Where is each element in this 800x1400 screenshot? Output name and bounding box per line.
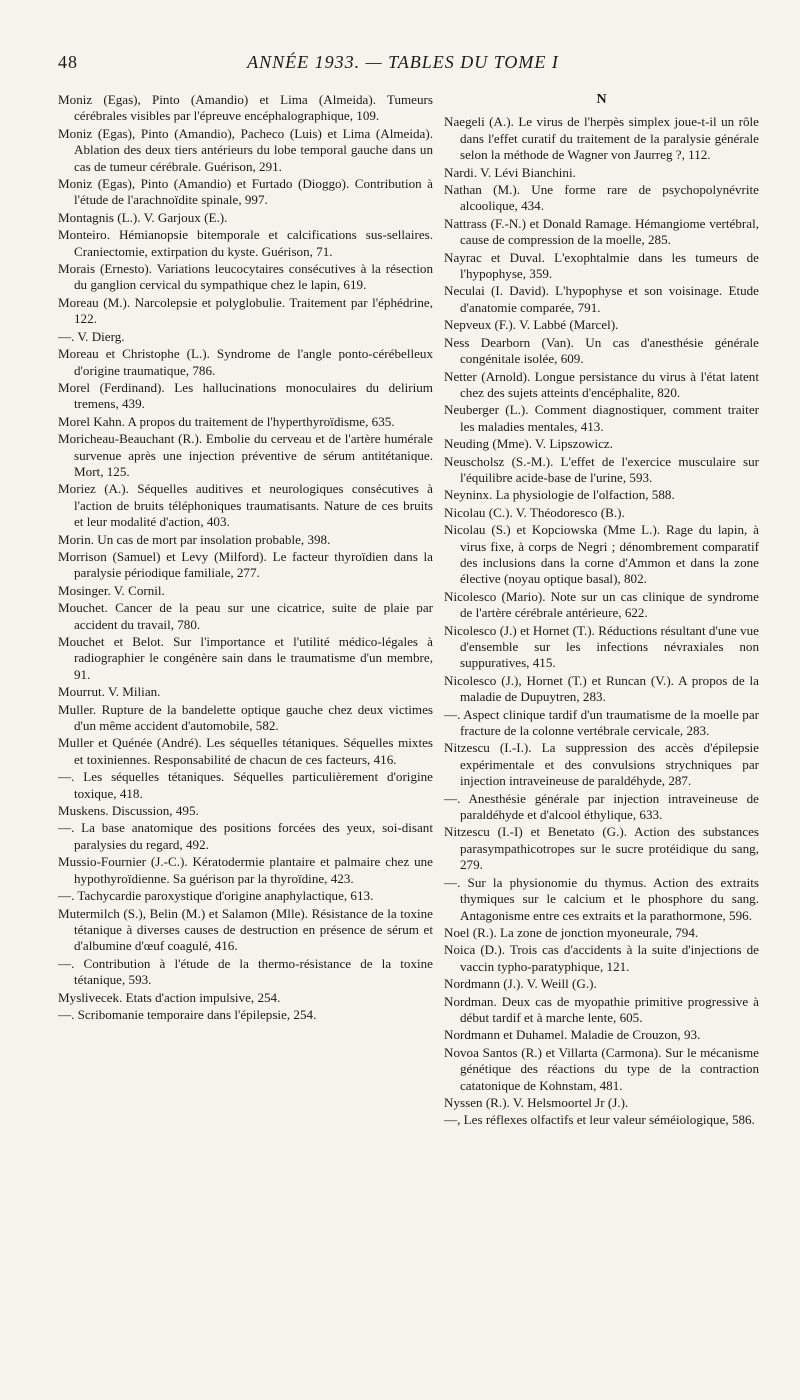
index-entry: —. Aspect clinique tardif d'un traumatisme de la moelle par fracture de la colonne vertébrale cervicale, 283. <box>444 706 759 739</box>
index-entry: —. Sur la physionomie du thymus. Action des extraits thymiques sur le calcium et le phosphore du sang. Antagonisme entre ces extraits et la parathormone, 596. <box>444 874 759 923</box>
index-entry: Morel Kahn. A propos du traitement de l'hyperthyroïdisme, 635. <box>58 413 395 429</box>
index-entry: Moriez (A.). Séquelles auditives et neurologiques consécutives à l'action de bruits téléphoniques traumatisants. Nature de ces bruits et leur modalité d'action, 403. <box>58 481 433 530</box>
index-entry: Noel (R.). La zone de jonction myoneurale, 794. <box>444 924 699 940</box>
index-entry: Nitzescu (I.-I.). La suppression des accès d'épilepsie expérimentale et des convulsions strychniques par injection intraveineuse de paraldéhyde, 287. <box>444 740 759 789</box>
index-entry: Moniz (Egas), Pinto (Amandio), Pacheco (Luis) et Lima (Almeida). Ablation des deux tiers antérieurs du lobe temporal gauche dans un cas de tumeur cérébrale. Guérison, 291. <box>58 125 433 174</box>
index-entry: Nicolesco (J.), Hornet (T.) et Runcan (V.). A propos de la maladie de Dupuytren, 283. <box>444 672 759 705</box>
index-entry: Nayrac et Duval. L'exophtalmie dans les tumeurs de l'hypophyse, 359. <box>444 249 759 282</box>
index-entry: Novoa Santos (R.) et Villarta (Carmona). Sur le mécanisme génétique des réactions du type de la contraction catatonique de Kohnstam, 481. <box>444 1044 759 1093</box>
index-entry: Neyninx. La physiologie de l'olfaction, 588. <box>444 487 675 503</box>
index-entry: Mourrut. V. Milian. <box>58 684 161 700</box>
index-entry: —, Les réflexes olfactifs et leur valeur séméiologique, 586. <box>444 1112 755 1128</box>
index-entry: Moricheau-Beauchant (R.). Embolie du cerveau et de l'artère humérale survenue après une injection préventive de sérum antitétanique. Mort, 125. <box>58 431 433 479</box>
index-entry: Neuding (Mme). V. Lipszowicz. <box>444 436 613 452</box>
running-title: ANNÉE 1933. — TABLES DU TOME I <box>247 52 559 72</box>
index-entry: Noica (D.). Trois cas d'accidents à la suite d'injections de vaccin typho-paratyphique, 121. <box>444 942 759 974</box>
index-entry: Muskens. Discussion, 495. <box>58 803 199 819</box>
index-entry: Nattrass (F.-N.) et Donald Ramage. Hémangiome vertébral, cause de compression de la moelle, 285. <box>444 215 759 248</box>
index-entry: Mutermilch (S.), Belin (M.) et Salamon (Mlle). Résistance de la toxine tétanique à diverses causes de destruction en présence de sérum et d'albumine d'œuf coagulé, 416. <box>58 905 433 954</box>
index-entry: —. V. Dierg. <box>58 328 125 344</box>
index-entry: Neculai (I. David). L'hypophyse et son voisinage. Etude d'anatomie comparée, 791. <box>444 283 759 315</box>
index-entry: Neuberger (L.). Comment diagnostiquer, comment traiter les maladies mentales, 413. <box>444 402 759 434</box>
index-entry: Naegeli (A.). Le virus de l'herpès simplex joue-t-il un rôle dans l'effet curatif du traitement de la paralysie générale selon la méthode de Wagner von Jaurreg ?, 112. <box>444 114 759 163</box>
index-entry: Moreau (M.). Narcolepsie et polyglobulie. Traitement par l'éphédrine, 122. <box>58 294 433 327</box>
index-entry: Myslivecek. Etats d'action impulsive, 254. <box>58 989 281 1005</box>
page-number: 48 <box>58 52 78 72</box>
index-entry: Nordman. Deux cas de myopathie primitive progressive à début tardif et à marche lente, 605. <box>444 993 759 1025</box>
index-entry: —. Contribution à l'étude de la thermo-résistance de la toxine tétanique, 593. <box>58 955 433 988</box>
index-entry: Nitzescu (I.-I) et Benetato (G.). Action des substances parasympathicotropes sur le sucre protéidique du sang, 279. <box>444 824 759 873</box>
index-entry: —. Les séquelles tétaniques. Séquelles particulièrement d'origine toxique, 418. <box>58 769 433 801</box>
index-entry: Muller. Rupture de la bandelette optique gauche chez deux victimes d'un même accident d'automobile, 582. <box>58 701 433 734</box>
index-entry: Mussio-Fournier (J.-C.). Kératodermie plantaire et palmaire chez une hypothyroïdienne. Sa guérison par la thyroïdine, 423. <box>58 854 433 886</box>
index-entry: Moreau et Christophe (L.). Syndrome de l'angle ponto-cérébelleux d'origine traumatique, 786. <box>58 346 433 378</box>
index-entry: Nordmann et Duhamel. Maladie de Crouzon, 93. <box>444 1027 701 1043</box>
index-entry: —. La base anatomique des positions forcées des yeux, soi-disant paralysies du regard, 492. <box>58 820 433 852</box>
index-entry: Netter (Arnold). Longue persistance du virus à l'état latent chez des sujets atteints d'encéphalite, 820. <box>444 368 759 400</box>
index-entry: Nicolau (S.) et Kopciowska (Mme L.). Rage du lapin, à virus fixe, à corps de Negri ; dénombrement comparatif des inclusions dans la corne d'Ammon et dans la zone élective (noyau optique basal), 802. <box>444 522 759 587</box>
index-entry: Mouchet. Cancer de la peau sur une cicatrice, suite de plaie par accident du travail, 780. <box>58 600 433 632</box>
index-entry: Nicolesco (J.) et Hornet (T.). Réductions résultant d'une vue d'ensemble sur les infections névraxiales non suppuratives, 415. <box>444 622 759 671</box>
right-column <box>444 92 759 1130</box>
index-entry: Mouchet et Belot. Sur l'importance et l'utilité médico-légales à radiographier le congénère sain dans le traumatisme d'un membre, 91. <box>58 634 433 682</box>
index-entry: —. Anesthésie générale par injection intraveineuse de paraldéhyde et d'alcool éthylique, 633. <box>444 790 759 823</box>
index-entry: Morin. Un cas de mort par insolation probable, 398. <box>58 531 331 547</box>
index-entry: Nyssen (R.). V. Helsmoortel Jr (J.). <box>444 1094 629 1110</box>
index-entry: Neuscholsz (S.-M.). L'effet de l'exercice musculaire sur l'équilibre acide-base de l'urine, 593. <box>444 453 759 485</box>
index-entry: Moniz (Egas), Pinto (Amandio) et Lima (Almeida). Tumeurs cérébrales visibles par l'épreuve encéphalographique, 109. <box>58 92 433 124</box>
index-entry: Nordmann (J.). V. Weill (G.). <box>444 976 597 992</box>
index-entry: Nicolau (C.). V. Théodoresco (B.). <box>444 504 625 520</box>
index-entry: Nardi. V. Lévi Bianchini. <box>444 164 576 180</box>
index-entry: Moniz (Egas), Pinto (Amandio) et Furtado (Dioggo). Contribution à l'étude de l'arachnoïdite spinale, 997. <box>58 176 433 208</box>
index-entry: —. Tachycardie paroxystique d'origine anaphylactique, 613. <box>58 888 374 904</box>
index-entry: Nicolesco (Mario). Note sur un cas clinique de syndrome de l'artère cérébrale antérieure, 622. <box>444 588 759 621</box>
page-header <box>58 52 748 76</box>
left-column <box>58 92 433 1024</box>
index-entry: Ness Dearborn (Van). Un cas d'anesthésie générale congénitale isolée, 609. <box>444 334 759 367</box>
index-entry: Muller et Quénée (André). Les séquelles tétaniques. Séquelles mixtes et toxiniennes. Responsabilité de chacun de ces facteurs, 416. <box>58 735 433 767</box>
index-entry: Nepveux (F.). V. Labbé (Marcel). <box>444 317 619 333</box>
section-letter: N <box>596 92 607 107</box>
index-entry: Montagnis (L.). V. Garjoux (E.). <box>58 209 228 225</box>
index-entry: Monteiro. Hémianopsie bitemporale et calcifications sus-sellaires. Craniectomie, extirpation du kyste. Guérison, 71. <box>58 227 433 259</box>
index-entry: Morais (Ernesto). Variations leucocytaires consécutives à la résection du ganglion cervical du sympathique chez le lapin, 619. <box>58 261 433 293</box>
index-entry: Mosinger. V. Cornil. <box>58 582 165 598</box>
index-entry: Nathan (M.). Une forme rare de psychopolynévrite alcoolique, 434. <box>444 182 759 214</box>
index-entry: —. Scribomanie temporaire dans l'épilepsie, 254. <box>58 1006 317 1022</box>
index-entry: Morel (Ferdinand). Les hallucinations monoculaires du delirium tremens, 439. <box>58 379 433 412</box>
index-entry: Morrison (Samuel) et Levy (Milford). Le facteur thyroïdien dans la paralysie périodique familiale, 277. <box>58 548 433 581</box>
